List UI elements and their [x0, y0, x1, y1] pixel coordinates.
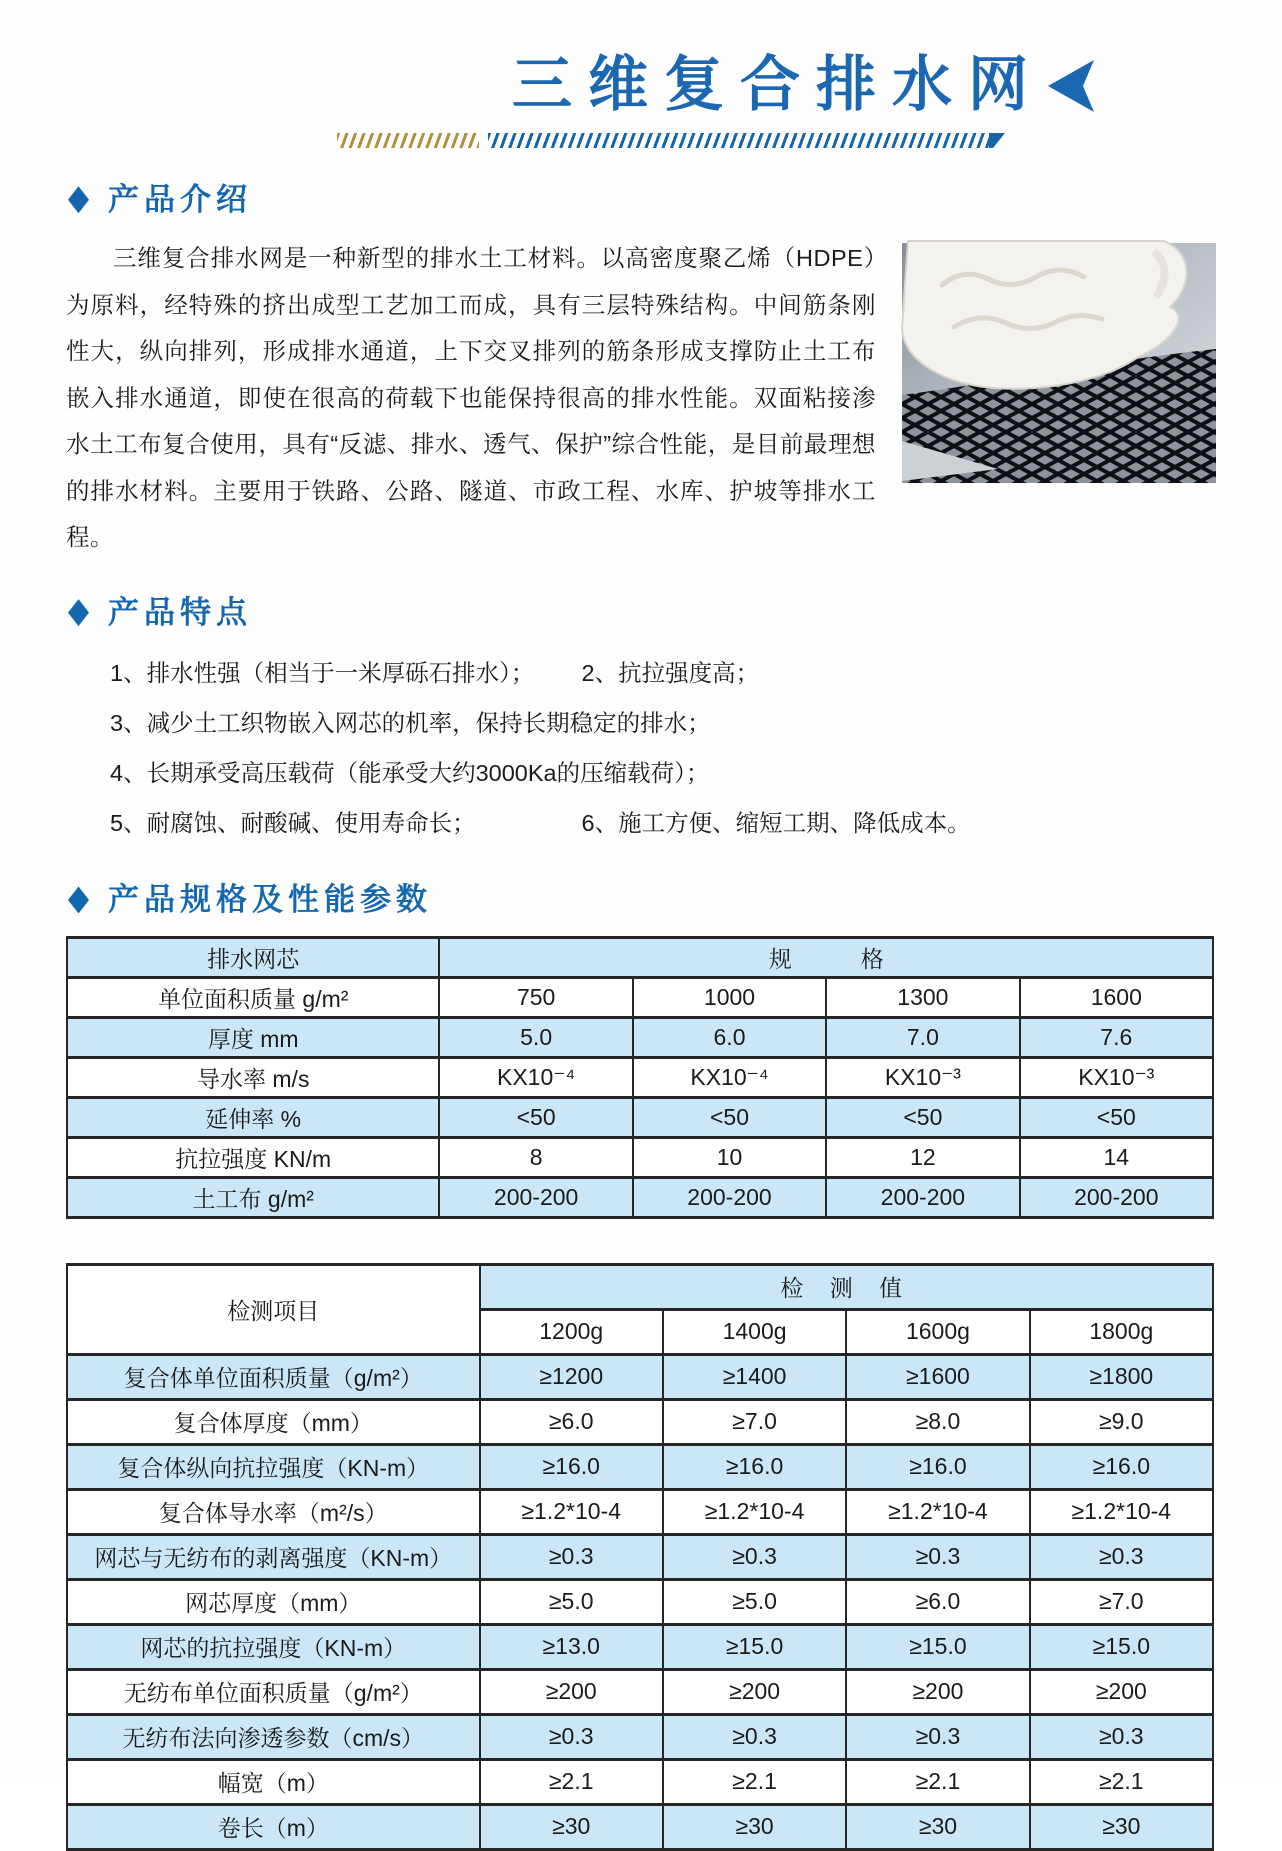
table-row	[67, 1489, 1213, 1534]
row-label-cell: 抗拉强度 KN/m	[67, 1137, 439, 1177]
value-cell: 6.0	[633, 1017, 826, 1057]
feature-row	[110, 698, 1216, 748]
intro-paragraph: 三维复合排水网是一种新型的排水土工材料。以高密度聚乙烯（HDPE）为原料，经特殊的挤出成型工艺加工而成，具有三层特殊结构。中间筋条刚性大，纵向排列，形成排水通道，上下交叉排列的筋条形成支撑防止土工布嵌入排水通道，即使在很高的荷载下也能保持很高的排水性能。双面粘接渗水土工布复合使用，具有“反滤、排水、透气、保护”综合性能，是目前最理想的排水材料。主要用于铁路、公路、隧道、市政工程、水库、护坡等排水工程。	[66, 245, 876, 551]
value-cell: ≥0.3	[480, 1714, 663, 1759]
header-cell: 排水网芯	[67, 937, 439, 977]
header-cell: 1600g	[846, 1309, 1029, 1354]
value-cell: ≥2.1	[663, 1759, 846, 1804]
table-header-row	[67, 937, 1213, 977]
value-cell: KX10⁻³	[826, 1057, 1019, 1097]
masthead	[0, 0, 1282, 148]
value-cell: ≥1.2*10-4	[1030, 1489, 1213, 1534]
value-cell: ≥1200	[480, 1354, 663, 1399]
gold-stripes	[337, 133, 479, 148]
specs-heading-label: 产品规格及性能参数	[108, 882, 432, 918]
row-label-cell: 幅宽（m）	[67, 1759, 480, 1804]
row-label-cell: 单位面积质量 g/m²	[67, 977, 439, 1017]
header-cell: 1200g	[480, 1309, 663, 1354]
intro-body	[66, 235, 1216, 561]
value-cell: ≥0.3	[846, 1714, 1029, 1759]
table-row	[67, 1057, 1213, 1097]
value-cell: ≥5.0	[663, 1579, 846, 1624]
table-row	[67, 1354, 1213, 1399]
header-cell: 规 格	[439, 937, 1213, 977]
value-cell: ≥1600	[846, 1354, 1029, 1399]
value-cell: 200-200	[826, 1177, 1019, 1217]
left-arrow-icon	[1048, 60, 1094, 112]
table-row	[67, 1579, 1213, 1624]
title-row	[0, 48, 1282, 123]
row-label-cell: 厚度 mm	[67, 1017, 439, 1057]
feature-item: 2、抗拉强度高；	[581, 660, 760, 687]
row-label-cell: 卷长（m）	[67, 1804, 480, 1849]
table-row	[67, 1804, 1213, 1849]
row-label-cell: 无纺布法向渗透参数（cm/s）	[67, 1714, 480, 1759]
value-cell: <50	[1020, 1097, 1213, 1137]
features-list	[110, 648, 1216, 848]
feature-item: 6、施工方便、缩短工期、降低成本。	[581, 810, 971, 837]
value-cell: KX10⁻⁴	[439, 1057, 632, 1097]
row-label-cell: 无纺布单位面积质量（g/m²）	[67, 1669, 480, 1714]
features-heading	[68, 591, 1282, 634]
value-cell: ≥6.0	[480, 1399, 663, 1444]
feature-item: 3、减少土工织物嵌入网芯的机率，保持长期稳定的排水；	[110, 710, 711, 737]
intro-heading	[68, 178, 1282, 221]
value-cell: ≥200	[1030, 1669, 1213, 1714]
row-label-cell: 网芯厚度（mm）	[67, 1579, 480, 1624]
value-cell: ≥0.3	[480, 1534, 663, 1579]
table-row	[67, 1759, 1213, 1804]
value-cell: 200-200	[439, 1177, 632, 1217]
test-value-table	[66, 1263, 1214, 1851]
value-cell: ≥2.1	[1030, 1759, 1213, 1804]
table-row	[67, 1669, 1213, 1714]
table-row	[67, 1137, 1213, 1177]
table-row	[67, 1534, 1213, 1579]
value-cell: ≥15.0	[846, 1624, 1029, 1669]
value-cell: 8	[439, 1137, 632, 1177]
table-row	[67, 1444, 1213, 1489]
table-row	[67, 1017, 1213, 1057]
diamond-icon	[68, 599, 89, 626]
value-cell: ≥2.1	[480, 1759, 663, 1804]
value-cell: ≥16.0	[846, 1444, 1029, 1489]
value-cell: ≥16.0	[480, 1444, 663, 1489]
value-cell: 200-200	[633, 1177, 826, 1217]
table-header-row	[67, 1264, 1213, 1309]
diamond-icon	[68, 186, 89, 213]
table-row	[67, 977, 1213, 1017]
value-cell: <50	[439, 1097, 632, 1137]
value-cell: ≥200	[846, 1669, 1029, 1714]
value-cell: ≥7.0	[663, 1399, 846, 1444]
value-cell: ≥1.2*10-4	[663, 1489, 846, 1534]
row-label-cell: 复合体导水率（m²/s）	[67, 1489, 480, 1534]
value-cell: ≥2.1	[846, 1759, 1029, 1804]
value-cell: ≥9.0	[1030, 1399, 1213, 1444]
value-cell: ≥1800	[1030, 1354, 1213, 1399]
header-cell: 检测项目	[67, 1264, 480, 1354]
value-cell: ≥13.0	[480, 1624, 663, 1669]
diamond-icon	[68, 886, 89, 913]
value-cell: ≥0.3	[846, 1534, 1029, 1579]
row-label-cell: 复合体厚度（mm）	[67, 1399, 480, 1444]
row-label-cell: 延伸率 %	[67, 1097, 439, 1137]
value-cell: ≥6.0	[846, 1579, 1029, 1624]
value-cell: KX10⁻³	[1020, 1057, 1213, 1097]
value-cell: ≥30	[480, 1804, 663, 1849]
value-cell: ≥8.0	[846, 1399, 1029, 1444]
table-row	[67, 1177, 1213, 1217]
value-cell: ≥0.3	[663, 1534, 846, 1579]
table-row	[67, 1399, 1213, 1444]
value-cell: KX10⁻⁴	[633, 1057, 826, 1097]
header-cell: 1400g	[663, 1309, 846, 1354]
value-cell: 7.0	[826, 1017, 1019, 1057]
row-label-cell: 复合体纵向抗拉强度（KN-m）	[67, 1444, 480, 1489]
value-cell: ≥200	[663, 1669, 846, 1714]
page-title: 三维复合排水网	[512, 50, 1044, 120]
value-cell: ≥30	[1030, 1804, 1213, 1849]
value-cell: 7.6	[1020, 1017, 1213, 1057]
row-label-cell: 导水率 m/s	[67, 1057, 439, 1097]
value-cell: <50	[826, 1097, 1019, 1137]
value-cell: 12	[826, 1137, 1019, 1177]
row-label-cell: 网芯的抗拉强度（KN-m）	[67, 1624, 480, 1669]
table-row	[67, 1714, 1213, 1759]
value-cell: <50	[633, 1097, 826, 1137]
header-cell: 1800g	[1030, 1309, 1213, 1354]
decorative-stripe-banner	[337, 133, 1005, 148]
table-row	[67, 1097, 1213, 1137]
section-intro	[0, 178, 1282, 561]
value-cell: ≥5.0	[480, 1579, 663, 1624]
value-cell: 750	[439, 977, 632, 1017]
row-label-cell: 土工布 g/m²	[67, 1177, 439, 1217]
intro-heading-label: 产品介绍	[108, 182, 252, 217]
value-cell: 1600	[1020, 977, 1213, 1017]
product-photo	[902, 243, 1216, 483]
value-cell: ≥0.3	[1030, 1534, 1213, 1579]
value-cell: ≥30	[663, 1804, 846, 1849]
value-cell: ≥16.0	[663, 1444, 846, 1489]
feature-row	[110, 648, 1216, 698]
value-cell: ≥1.2*10-4	[480, 1489, 663, 1534]
feature-item: 1、排水性强（相当于一米厚砾石排水）；	[110, 660, 535, 687]
feature-row	[110, 798, 1216, 848]
row-label-cell: 网芯与无纺布的剥离强度（KN-m）	[67, 1534, 480, 1579]
value-cell: ≥0.3	[1030, 1714, 1213, 1759]
value-cell: ≥1.2*10-4	[846, 1489, 1029, 1534]
row-label-cell: 复合体单位面积质量（g/m²）	[67, 1354, 480, 1399]
value-cell: 10	[633, 1137, 826, 1177]
section-features	[0, 591, 1282, 848]
value-cell: 14	[1020, 1137, 1213, 1177]
value-cell: ≥1400	[663, 1354, 846, 1399]
value-cell: ≥16.0	[1030, 1444, 1213, 1489]
blue-stripes	[488, 133, 989, 148]
spec-table	[66, 936, 1214, 1219]
features-heading-label: 产品特点	[108, 594, 252, 630]
value-cell: ≥200	[480, 1669, 663, 1714]
value-cell: ≥15.0	[1030, 1624, 1213, 1669]
value-cell: ≥30	[846, 1804, 1029, 1849]
value-cell: ≥0.3	[663, 1714, 846, 1759]
value-cell: 1000	[633, 977, 826, 1017]
feature-item: 5、耐腐蚀、耐酸碱、使用寿命长；	[110, 810, 476, 837]
banner-endcap	[989, 133, 1005, 148]
header-cell: 检 测 值	[480, 1264, 1213, 1309]
specs-heading	[68, 878, 1282, 921]
value-cell: 5.0	[439, 1017, 632, 1057]
value-cell: 1300	[826, 977, 1019, 1017]
value-cell: ≥7.0	[1030, 1579, 1213, 1624]
feature-row	[110, 748, 1216, 798]
value-cell: 200-200	[1020, 1177, 1213, 1217]
section-specs	[0, 878, 1282, 1850]
feature-item: 4、长期承受高压载荷（能承受大约3000Ka的压缩载荷）；	[110, 760, 710, 787]
table-row	[67, 1624, 1213, 1669]
value-cell: ≥15.0	[663, 1624, 846, 1669]
